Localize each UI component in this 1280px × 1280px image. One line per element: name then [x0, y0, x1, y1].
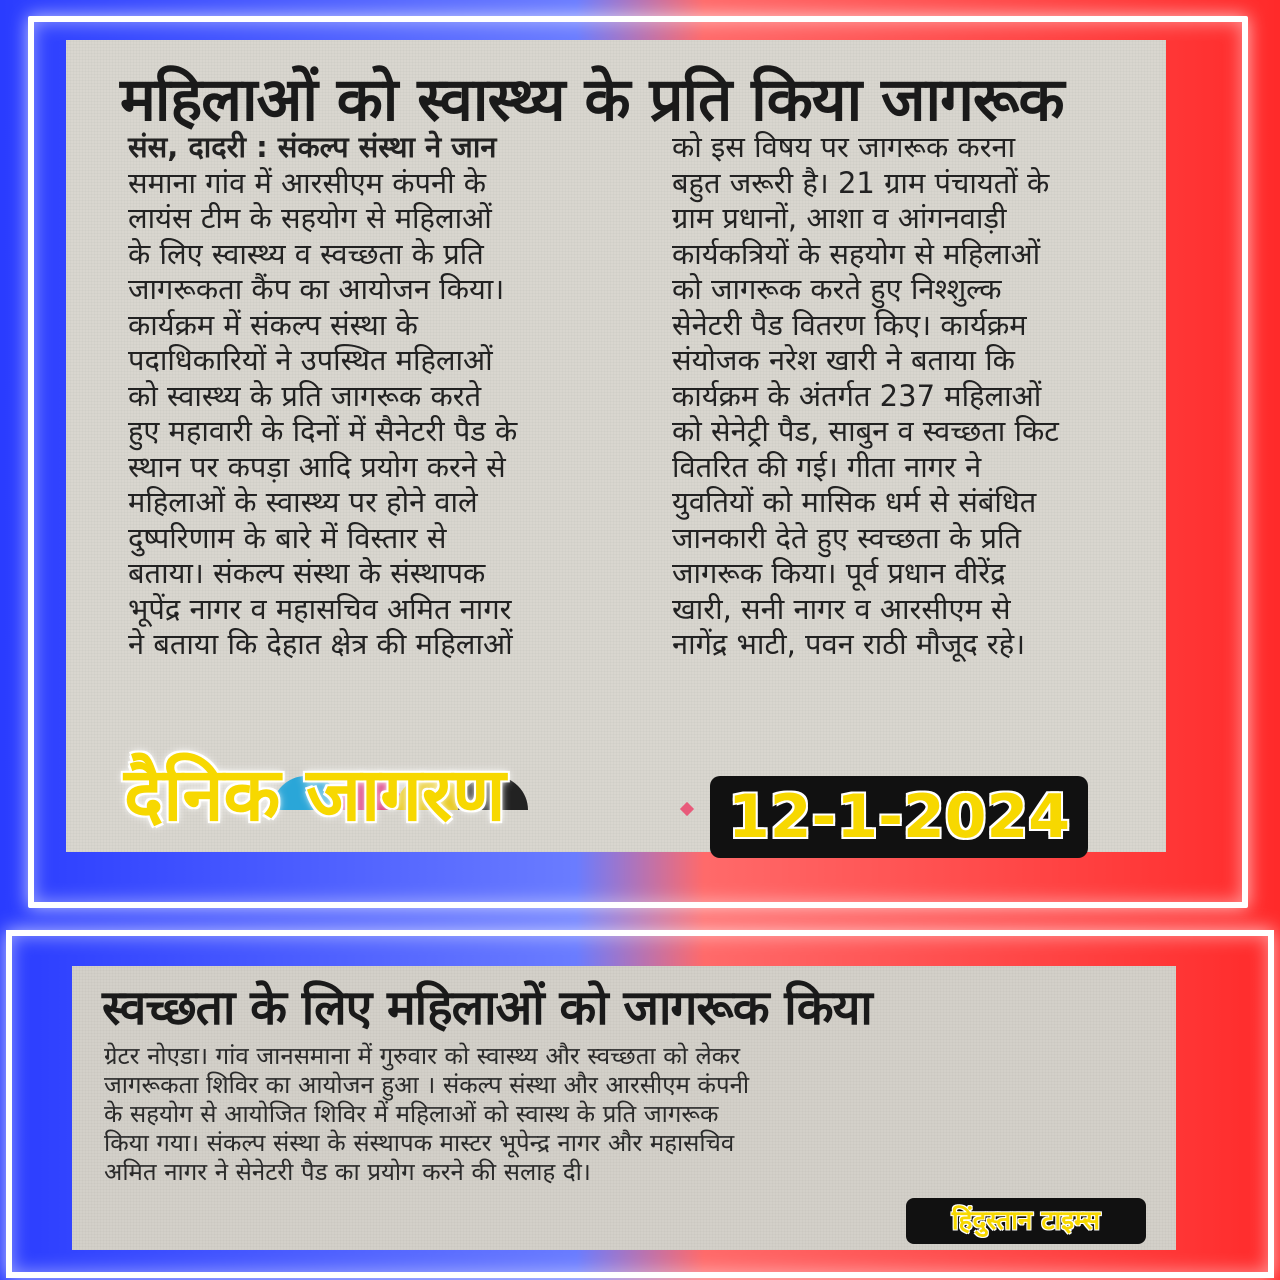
article-line: बताया। संकल्प संस्था के संस्थापक [128, 556, 486, 590]
article-line: दुष्परिणाम के बारे में विस्तार से [128, 520, 447, 555]
article-line: पदाधिकारियों ने उपस्थित महिलाओं [128, 343, 493, 377]
article-line: नागेंद्र भाटी, पवन राठी मौजूद रहे। [672, 627, 1026, 661]
date-badge [710, 776, 1088, 858]
top-article-right-column [672, 130, 1162, 663]
article-line: स्थान पर कपड़ा आदि प्रयोग करने से [128, 449, 506, 484]
article-line: के लिए स्वास्थ्य व स्वच्छता के प्रति [128, 236, 484, 271]
article-line: वितरित की गई। गीता नागर ने [672, 449, 982, 484]
article-line: संस, दादरी : संकल्प संस्था ने जान [128, 130, 497, 164]
article-line: कार्यक्रम के अंतर्गत 237 महिलाओं [672, 378, 1042, 413]
article-line: संयोजक नरेश खारी ने बताया कि [672, 343, 1015, 377]
article-line: जागरूकता कैंप का आयोजन किया। [128, 272, 505, 306]
bottom-article-headline: स्वच्छता के लिए महिलाओं को जागरूक किया [102, 980, 872, 1036]
top-news-clipping [66, 40, 1166, 852]
article-line: अमित नागर ने सेनेटरी पैड का प्रयोग करने की सलाह दी। [104, 1158, 591, 1186]
article-line: महिलाओं के स्वास्थ्य पर होने वाले [128, 485, 478, 519]
article-line: ग्रेटर नोएडा। गांव जानसमाना में गुरुवार को स्वास्थ्य और स्वच्छता को लेकर [104, 1042, 741, 1070]
article-line: जागरूक किया। पूर्व प्रधान वीरेंद्र [672, 556, 1006, 590]
article-line: को सेनेट्री पैड, साबुन व स्वच्छता किट [672, 414, 1059, 448]
article-line: भूपेंद्र नागर व महासचिव अमित नागर [128, 591, 512, 626]
article-line: खारी, सनी नागर व आरसीएम से [672, 591, 1011, 626]
top-article-headline: महिलाओं को स्वास्थ्य के प्रति किया जागरूक [120, 65, 1064, 135]
article-line: जानकारी देते हुए स्वच्छता के प्रति [672, 520, 1021, 555]
newspaper-label-dainik-jagran: दैनिक जागरण [124, 752, 506, 838]
article-line: समाना गांव में आरसीएम कंपनी के [128, 165, 487, 200]
article-line: को स्वास्थ्य के प्रति जागरूक करते [128, 378, 482, 413]
article-line: लायंस टीम के सहयोग से महिलाओं [128, 201, 492, 235]
article-line: बहुत जरूरी है। 21 ग्राम पंचायतों के [672, 165, 1050, 200]
article-line: जागरूकता शिविर का आयोजन हुआ । संकल्प संस्था और आरसीएम कंपनी [104, 1071, 750, 1099]
article-line: को इस विषय पर जागरूक करना [672, 130, 1016, 164]
article-line: को जागरूक करते हुए निश्शुल्क [672, 272, 1002, 306]
article-line: हुए महावारी के दिनों में सैनेटरी पैड के [128, 414, 518, 448]
article-line: ग्राम प्रधानों, आशा व आंगनवाड़ी [672, 201, 1007, 235]
newspaper-label-hindustan-times: हिंदुस्तान टाइम्स [906, 1198, 1146, 1244]
article-line: कार्यकत्रियों के सहयोग से महिलाओं [672, 236, 1041, 271]
article-line: के सहयोग से आयोजित शिविर में महिलाओं को स्वास्थ के प्रति जागरूक [104, 1100, 719, 1128]
date-text: 12-1-2024 [727, 782, 1071, 852]
top-article-left-column [128, 130, 648, 663]
article-line: सेनेटरी पैड वितरण किए। कार्यक्रम [672, 307, 1027, 342]
bottom-article-body [104, 1042, 1164, 1187]
article-line: ने बताया कि देहात क्षेत्र की महिलाओं [128, 627, 513, 661]
article-line: युवतियों को मासिक धर्म से संबंधित [672, 485, 1037, 519]
article-line: किया गया। संकल्प संस्था के संस्थापक मास्टर भूपेन्द्र नागर और महासचिव [104, 1129, 735, 1157]
article-line: कार्यक्रम में संकल्प संस्था के [128, 307, 418, 342]
